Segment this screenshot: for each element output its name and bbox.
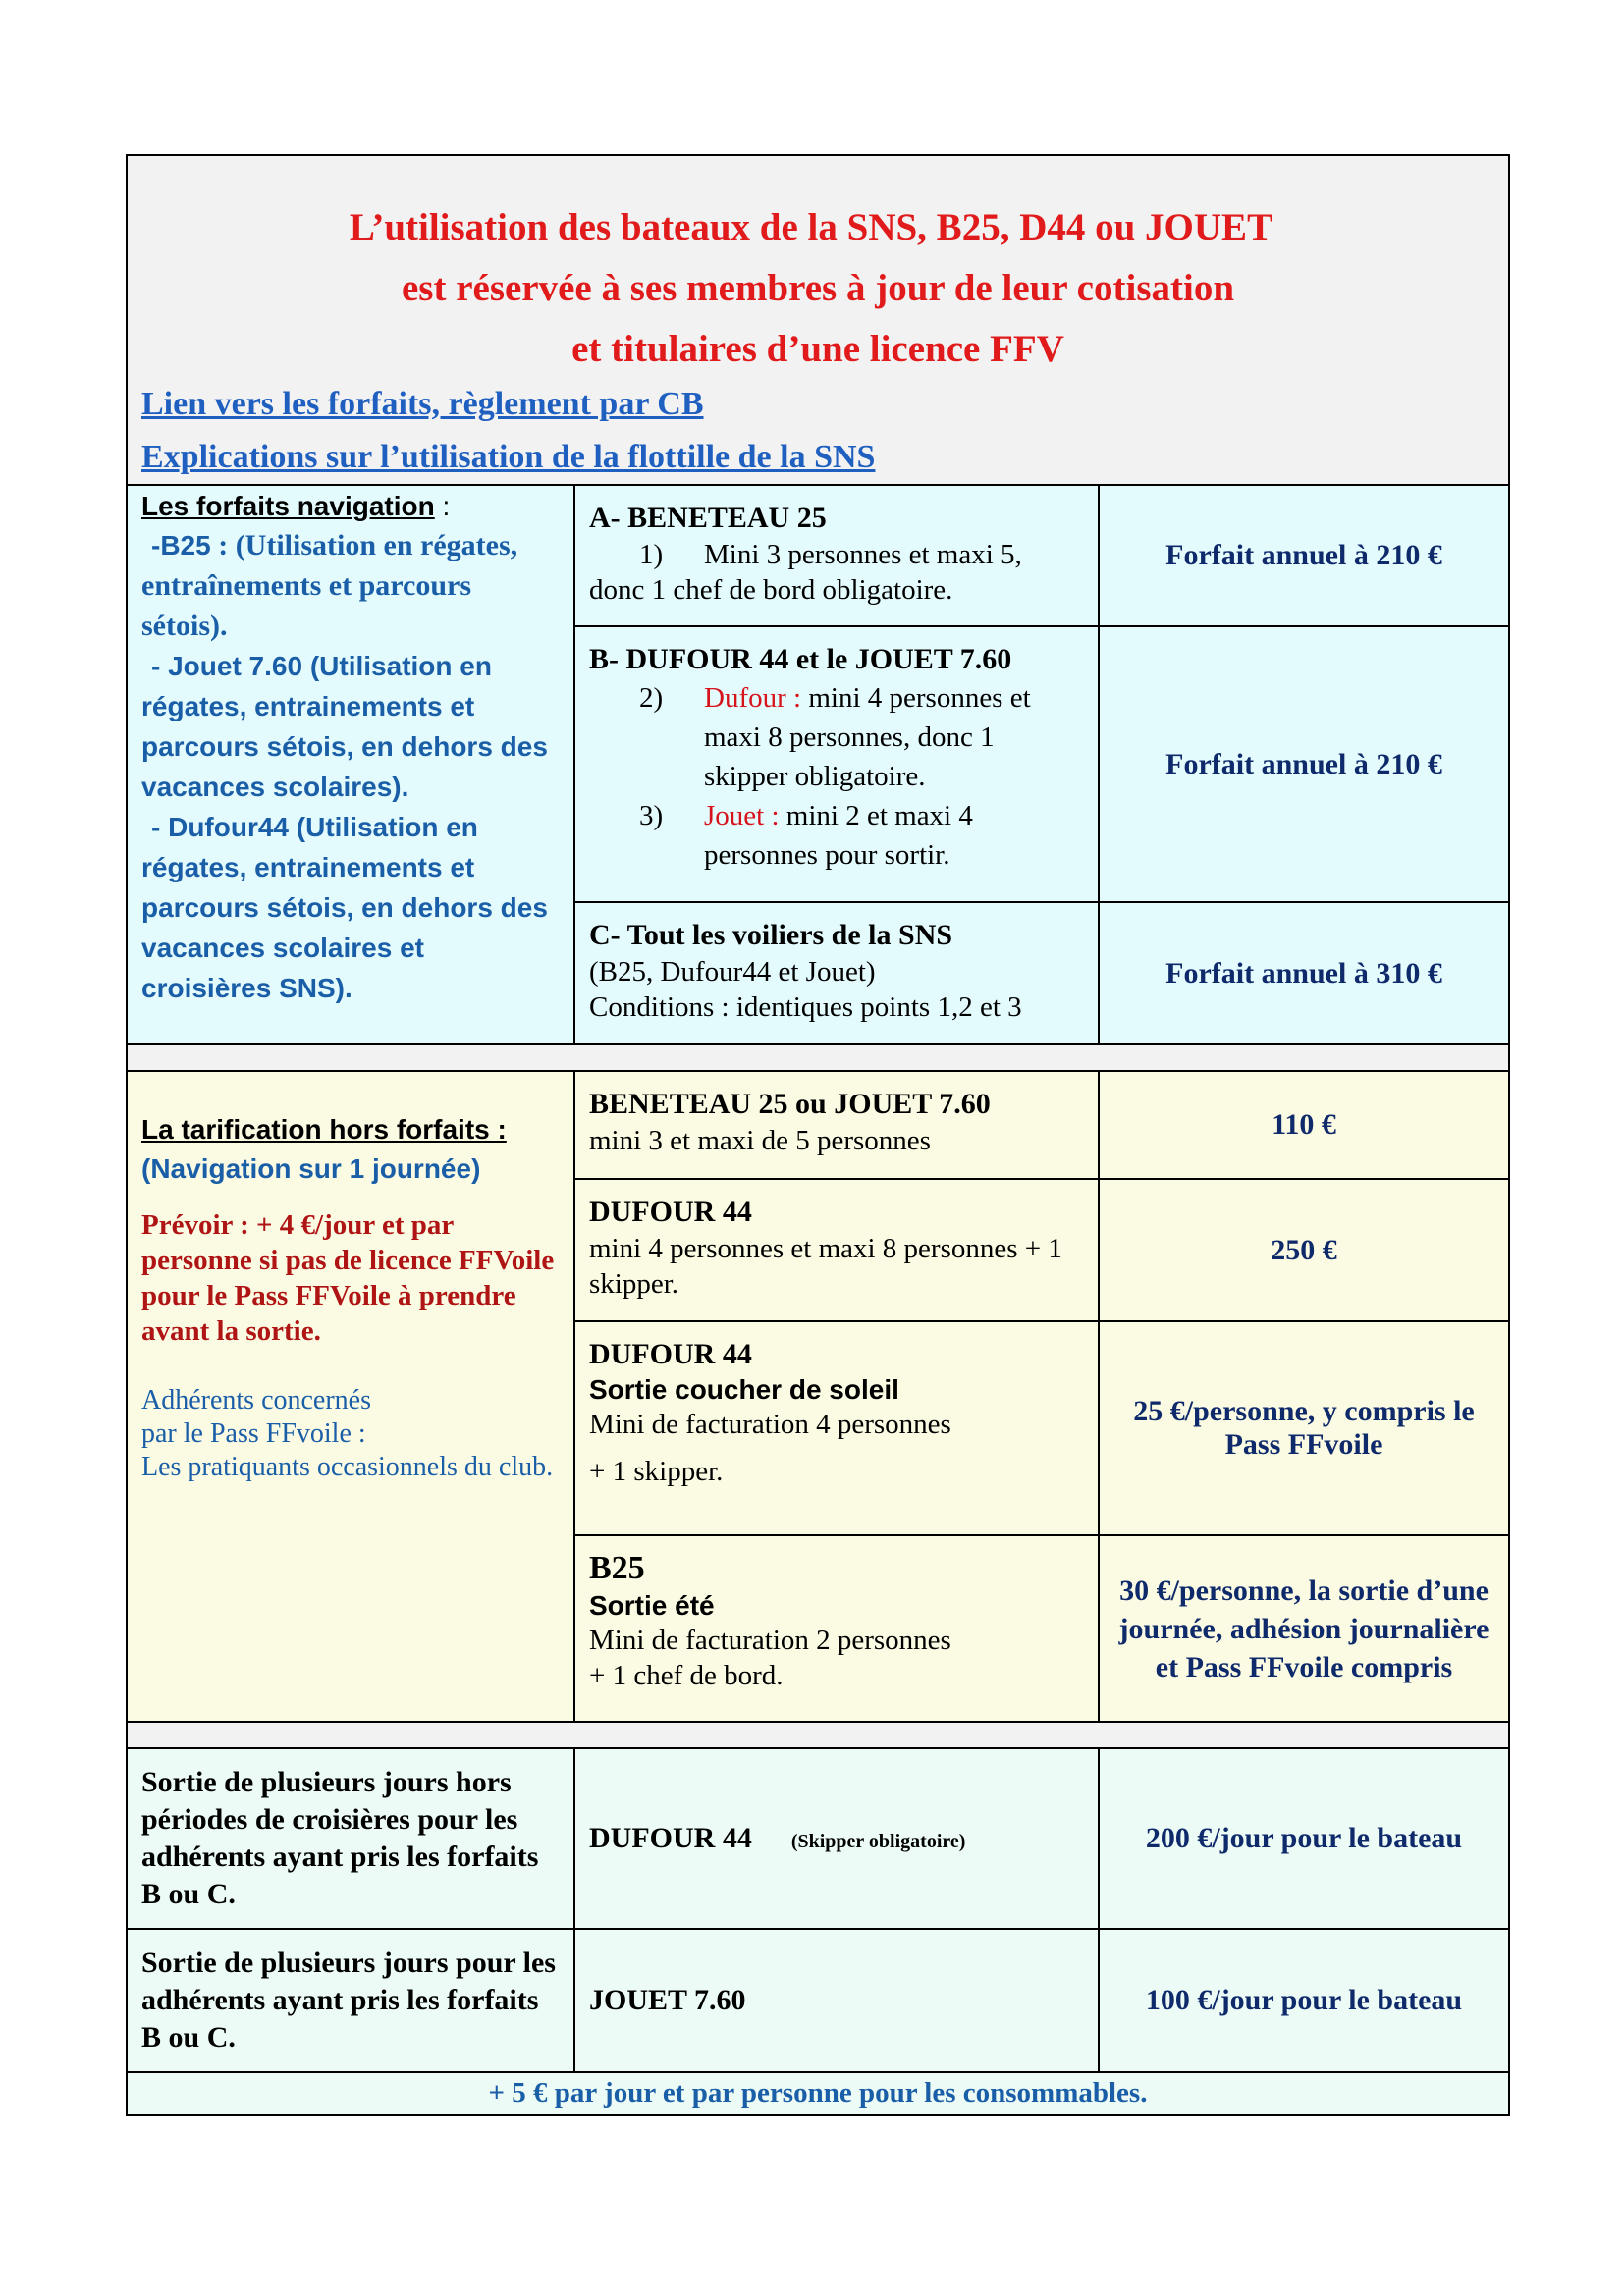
- separator: [127, 1044, 1509, 1071]
- adherents-title-l2: par le Pass FFvoile :: [141, 1418, 366, 1449]
- hors-forfaits-subtitle: (Navigation sur 1 journée): [141, 1153, 481, 1184]
- forfait-c-line-2: Conditions : identiques points 1,2 et 3: [589, 991, 1022, 1023]
- hors-row-2-price: 250 €: [1271, 1233, 1337, 1266]
- hors-row-4-title: B25: [589, 1550, 645, 1586]
- forfait-a-extra: donc 1 chef de bord obligatoire.: [589, 574, 953, 606]
- hors-row-3-price-cell: [1099, 1321, 1509, 1535]
- forfait-c-price: Forfait annuel à 310 €: [1165, 956, 1442, 989]
- forfait-b-description: [574, 626, 1099, 902]
- forfaits-item-b25-name: -B25: [151, 530, 211, 561]
- forfait-b-price: Forfait annuel à 210 €: [1165, 747, 1442, 780]
- forfait-c-title: C- Tout les voiliers de la SNS: [589, 919, 953, 951]
- list-item: [589, 796, 1084, 875]
- header-title: [128, 156, 1508, 380]
- plusieurs-jours-1-price-cell: [1099, 1748, 1509, 1929]
- plusieurs-jours-2-text: Sortie de plusieurs jours pour les adhérents ayant pris les forfaits B ou C.: [141, 1947, 556, 2054]
- hors-forfaits-left-cell: [127, 1071, 574, 1722]
- forfaits-item-b25: [141, 525, 560, 646]
- forfait-a-price-cell: [1099, 485, 1509, 626]
- header-panel: [127, 155, 1509, 485]
- hors-row-3-subtitle: Sortie coucher de soleil: [589, 1374, 899, 1405]
- list-number: 2): [639, 682, 664, 714]
- forfait-c-description: [574, 902, 1099, 1044]
- hors-forfaits-title: La tarification hors forfaits :: [141, 1114, 507, 1145]
- forfaits-title-suffix: :: [434, 491, 451, 521]
- forfait-b-list: [589, 678, 1084, 875]
- forfaits-item-dufour-text: (Utilisation en régates, entrainements et parcours sétois, en dehors des vacances scolaires et croisières SNS).: [141, 812, 548, 1003]
- plusieurs-jours-1-boat: DUFOUR 44: [589, 1822, 752, 1854]
- plusieurs-jours-2-left: [127, 1929, 574, 2072]
- forfait-c-line-1: (B25, Dufour44 et Jouet): [589, 956, 876, 988]
- forfaits-item-jouet: [141, 646, 560, 807]
- plusieurs-jours-2-price-cell: [1099, 1929, 1509, 2072]
- hors-row-4-line-1: Mini de facturation 2 personnes: [589, 1625, 951, 1656]
- adherents-text: Les pratiquants occasionnels du club.: [141, 1452, 554, 1482]
- plusieurs-jours-2-boat: JOUET 7.60: [589, 1984, 746, 2016]
- hors-row-1-line: mini 3 et maxi de 5 personnes: [589, 1125, 931, 1156]
- list-text: mini 4 personnes et maxi 8 personnes, donc 1 skipper obligatoire.: [704, 682, 1031, 792]
- plusieurs-jours-2-boat-cell: [574, 1929, 1099, 2072]
- hors-row-2-line: mini 4 personnes et maxi 8 personnes + 1 skipper.: [589, 1233, 1062, 1300]
- hors-row-2-price-cell: [1099, 1179, 1509, 1321]
- forfaits-title: Les forfaits navigation: [141, 491, 435, 521]
- hors-row-3-title: DUFOUR 44: [589, 1338, 752, 1370]
- forfaits-left-cell: [127, 485, 574, 1044]
- prevoir-text: Prévoir : + 4 €/jour et par personne si pas de licence FFVoile pour le Pass FFVoile à prendre avant la sortie.: [141, 1209, 555, 1347]
- adherents-title-l1: Adhérents concernés: [141, 1385, 372, 1415]
- forfait-a-description: [574, 485, 1099, 626]
- plusieurs-jours-1-price: 200 €/jour pour le bateau: [1145, 1822, 1463, 1854]
- hors-row-2-description: [574, 1179, 1099, 1321]
- hors-row-3-description: [574, 1321, 1099, 1535]
- jouet-label: Jouet :: [704, 800, 780, 831]
- plusieurs-jours-1-text: Sortie de plusieurs jours hors périodes de croisières pour les adhérents ayant pris les forfaits B ou C.: [141, 1766, 539, 1910]
- separator: [127, 1722, 1509, 1748]
- forfait-a-list: [589, 537, 1084, 572]
- dufour-label: Dufour :: [704, 682, 802, 714]
- header-title-line-3: et titulaires d’une licence FFV: [571, 328, 1064, 370]
- hors-row-4-subtitle: Sortie été: [589, 1590, 715, 1621]
- plusieurs-jours-2-price: 100 €/jour pour le bateau: [1145, 1984, 1463, 2016]
- forfaits-item-jouet-name: - Jouet 7.60: [151, 651, 303, 681]
- forfait-c-price-cell: [1099, 902, 1509, 1044]
- footer-note: + 5 € par jour et par personne pour les consommables.: [127, 2072, 1509, 2115]
- explications-link[interactable]: Explications sur l’utilisation de la flottille de la SNS: [141, 439, 876, 475]
- hors-row-4-line-2: + 1 chef de bord.: [589, 1660, 784, 1691]
- hors-row-3-price: 25 €/personne, y compris le Pass FFvoile: [1133, 1395, 1475, 1461]
- pricing-table: [126, 154, 1510, 2116]
- list-item: [589, 537, 1084, 572]
- forfait-a-title: A- BENETEAU 25: [589, 502, 827, 534]
- header-title-line-1: L’utilisation des bateaux de la SNS, B25, D44 ou JOUET: [349, 206, 1273, 248]
- forfait-a-price: Forfait annuel à 210 €: [1165, 539, 1442, 571]
- hors-row-4-description: [574, 1535, 1099, 1722]
- hors-row-1-description: [574, 1071, 1099, 1179]
- list-number: 1): [639, 539, 664, 570]
- hors-row-2-title: DUFOUR 44: [589, 1196, 752, 1228]
- plusieurs-jours-1-note: (Skipper obligatoire): [790, 1831, 966, 1852]
- list-text: Mini 3 personnes et maxi 5,: [704, 539, 1022, 570]
- plusieurs-jours-1-left: [127, 1748, 574, 1929]
- list-number: 3): [639, 800, 664, 831]
- hors-row-1-price-cell: [1099, 1071, 1509, 1179]
- hors-row-4-price-cell: [1099, 1535, 1509, 1722]
- hors-row-1-title: BENETEAU 25 ou JOUET 7.60: [589, 1088, 991, 1120]
- forfaits-item-jouet-text: (Utilisation en régates, entrainements et parcours sétois, en dehors des vacances scolaires).: [141, 651, 548, 802]
- forfaits-item-b25-text: : (Utilisation en régates, entraînements et parcours sétois).: [141, 529, 518, 642]
- hors-row-1-price: 110 €: [1272, 1108, 1336, 1141]
- forfait-b-title: B- DUFOUR 44 et le JOUET 7.60: [589, 643, 1012, 675]
- forfait-b-price-cell: [1099, 626, 1509, 902]
- hors-row-4-price: 30 €/personne, la sortie d’une journée, adhésion journalière et Pass FFvoile compris: [1118, 1574, 1489, 1683]
- forfaits-description: [141, 525, 560, 1008]
- forfaits-item-dufour: [141, 807, 560, 1008]
- hors-row-3-line-1: Mini de facturation 4 personnes: [589, 1409, 951, 1440]
- plusieurs-jours-1-boat-cell: [574, 1748, 1099, 1929]
- header-title-line-2: est réservée à ses membres à jour de leur cotisation: [401, 267, 1235, 309]
- forfaits-item-dufour-name: - Dufour44: [151, 812, 289, 842]
- list-text: mini 2 et maxi 4 personnes pour sortir.: [704, 800, 973, 871]
- list-item: [589, 678, 1084, 796]
- hors-row-3-line-2: + 1 skipper.: [589, 1456, 724, 1487]
- forfaits-link[interactable]: Lien vers les forfaits, règlement par CB: [141, 386, 704, 422]
